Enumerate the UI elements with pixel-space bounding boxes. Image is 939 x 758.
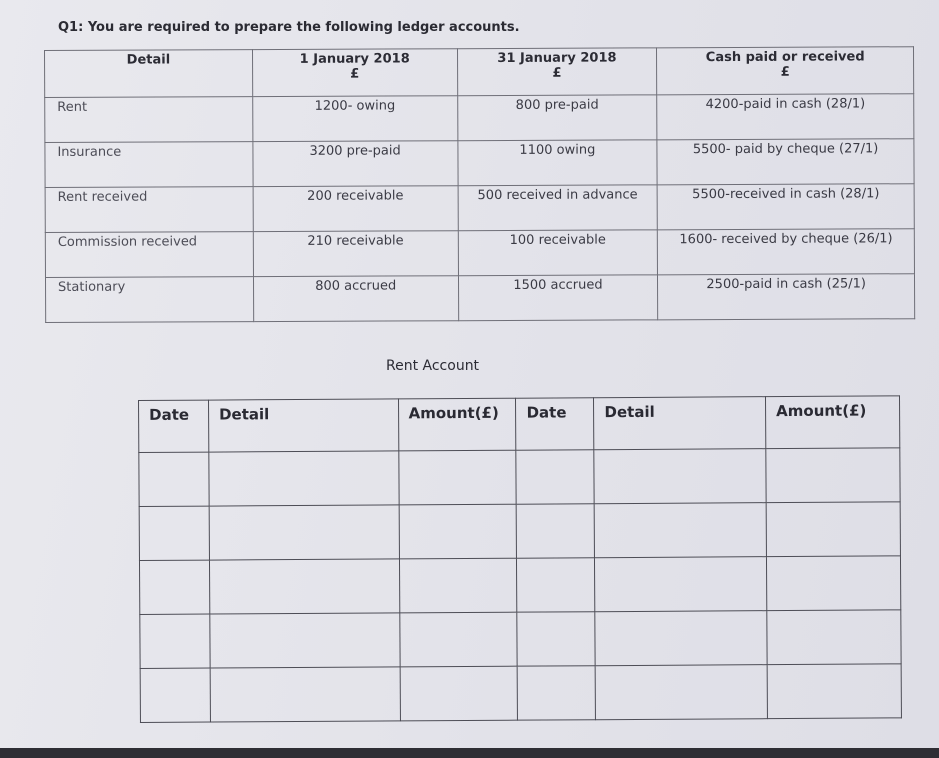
bottom-edge bbox=[0, 748, 939, 758]
row-cash: 5500- paid by cheque (27/1) bbox=[657, 139, 914, 185]
ledger-cell[interactable] bbox=[140, 614, 210, 668]
row-cash: 1600- received by cheque (26/1) bbox=[658, 229, 915, 275]
ledger-header-amount-credit: Amount(£) bbox=[766, 396, 900, 449]
ledger-row bbox=[139, 556, 900, 615]
ledger-cell[interactable] bbox=[767, 556, 901, 611]
header-cash-unit: £ bbox=[780, 64, 790, 80]
row-detail: Rent received bbox=[45, 187, 253, 233]
ledger-cell[interactable] bbox=[209, 559, 399, 614]
ledger-cell[interactable] bbox=[517, 504, 595, 558]
info-header-row bbox=[45, 47, 914, 98]
ledger-cell[interactable] bbox=[399, 504, 517, 559]
row-cash: 4200-paid in cash (28/1) bbox=[657, 94, 914, 140]
ledger-cell[interactable] bbox=[766, 502, 900, 557]
table-row bbox=[45, 139, 914, 188]
ledger-cell[interactable] bbox=[140, 668, 210, 722]
ledger-cell[interactable] bbox=[399, 558, 517, 613]
ledger-cell[interactable] bbox=[139, 506, 209, 560]
header-jan31-label: 31 January 2018 bbox=[497, 50, 617, 67]
row-detail: Commission received bbox=[45, 232, 253, 278]
row-detail: Insurance bbox=[45, 142, 253, 188]
header-jan1-unit: £ bbox=[350, 66, 360, 82]
ledger-header-amount-debit: Amount(£) bbox=[398, 398, 516, 451]
row-jan1: 210 receivable bbox=[253, 231, 458, 277]
table-row bbox=[45, 94, 914, 143]
ledger-row bbox=[139, 502, 900, 561]
ledger-row bbox=[139, 448, 900, 507]
row-jan31: 100 receivable bbox=[458, 230, 658, 276]
header-jan31 bbox=[457, 48, 657, 96]
ledger-header-date-credit: Date bbox=[516, 398, 594, 450]
header-detail bbox=[45, 50, 253, 98]
row-jan31: 500 received in advance bbox=[458, 185, 658, 231]
ledger-cell[interactable] bbox=[399, 612, 517, 667]
row-jan31: 800 pre-paid bbox=[457, 95, 657, 141]
ledger-cell[interactable] bbox=[518, 666, 596, 720]
ledger-header-row bbox=[139, 396, 900, 453]
ledger-title: Rent Account bbox=[386, 358, 480, 374]
question-heading: Q1: You are required to prepare the following ledger accounts. bbox=[58, 20, 520, 35]
row-detail: Rent bbox=[45, 97, 253, 143]
ledger-cell[interactable] bbox=[595, 611, 767, 666]
row-jan1: 1200- owing bbox=[252, 96, 457, 142]
ledger-cell[interactable] bbox=[516, 450, 594, 504]
rent-account-ledger bbox=[138, 395, 902, 723]
row-cash: 2500-paid in cash (25/1) bbox=[658, 274, 915, 320]
ledger-cell[interactable] bbox=[210, 667, 400, 722]
ledger-row bbox=[140, 610, 901, 669]
row-jan31: 1500 accrued bbox=[458, 275, 658, 321]
row-cash: 5500-received in cash (28/1) bbox=[657, 184, 914, 230]
ledger-cell[interactable] bbox=[209, 451, 399, 506]
ledger-cell[interactable] bbox=[517, 612, 595, 666]
ledger-row bbox=[140, 664, 901, 723]
table-row bbox=[45, 229, 914, 278]
row-jan1: 800 accrued bbox=[253, 276, 458, 322]
header-jan1-label: 1 January 2018 bbox=[299, 51, 410, 67]
row-jan1: 3200 pre-paid bbox=[253, 141, 458, 187]
ledger-cell[interactable] bbox=[400, 666, 518, 721]
ledger-cell[interactable] bbox=[210, 613, 400, 668]
ledger-cell[interactable] bbox=[517, 558, 595, 612]
ledger-header-detail-debit: Detail bbox=[208, 399, 398, 452]
ledger-cell[interactable] bbox=[398, 450, 516, 505]
table-row bbox=[45, 274, 914, 323]
ledger-cell[interactable] bbox=[139, 560, 209, 614]
ledger-cell[interactable] bbox=[139, 452, 209, 506]
ledger-cell[interactable] bbox=[595, 557, 767, 612]
header-jan1 bbox=[252, 49, 457, 97]
ledger-cell[interactable] bbox=[767, 610, 901, 665]
ledger-header-date-debit: Date bbox=[139, 400, 209, 452]
ledger-cell[interactable] bbox=[767, 664, 901, 719]
table-row bbox=[45, 184, 914, 233]
row-jan1: 200 receivable bbox=[253, 186, 458, 232]
ledger-cell[interactable] bbox=[209, 505, 399, 560]
row-detail: Stationary bbox=[45, 277, 253, 323]
header-detail-label: Detail bbox=[126, 52, 171, 68]
ledger-header-detail-credit: Detail bbox=[594, 397, 766, 450]
header-cash-label: Cash paid or received bbox=[705, 49, 865, 66]
ledger-cell[interactable] bbox=[594, 449, 766, 504]
row-jan31: 1100 owing bbox=[457, 140, 657, 186]
ledger-cell[interactable] bbox=[595, 503, 767, 558]
header-cash bbox=[657, 47, 914, 95]
ledger-cell[interactable] bbox=[766, 448, 900, 503]
ledger-cell[interactable] bbox=[596, 665, 768, 720]
ledger-info-table bbox=[44, 46, 915, 323]
header-jan31-unit: £ bbox=[552, 65, 562, 81]
